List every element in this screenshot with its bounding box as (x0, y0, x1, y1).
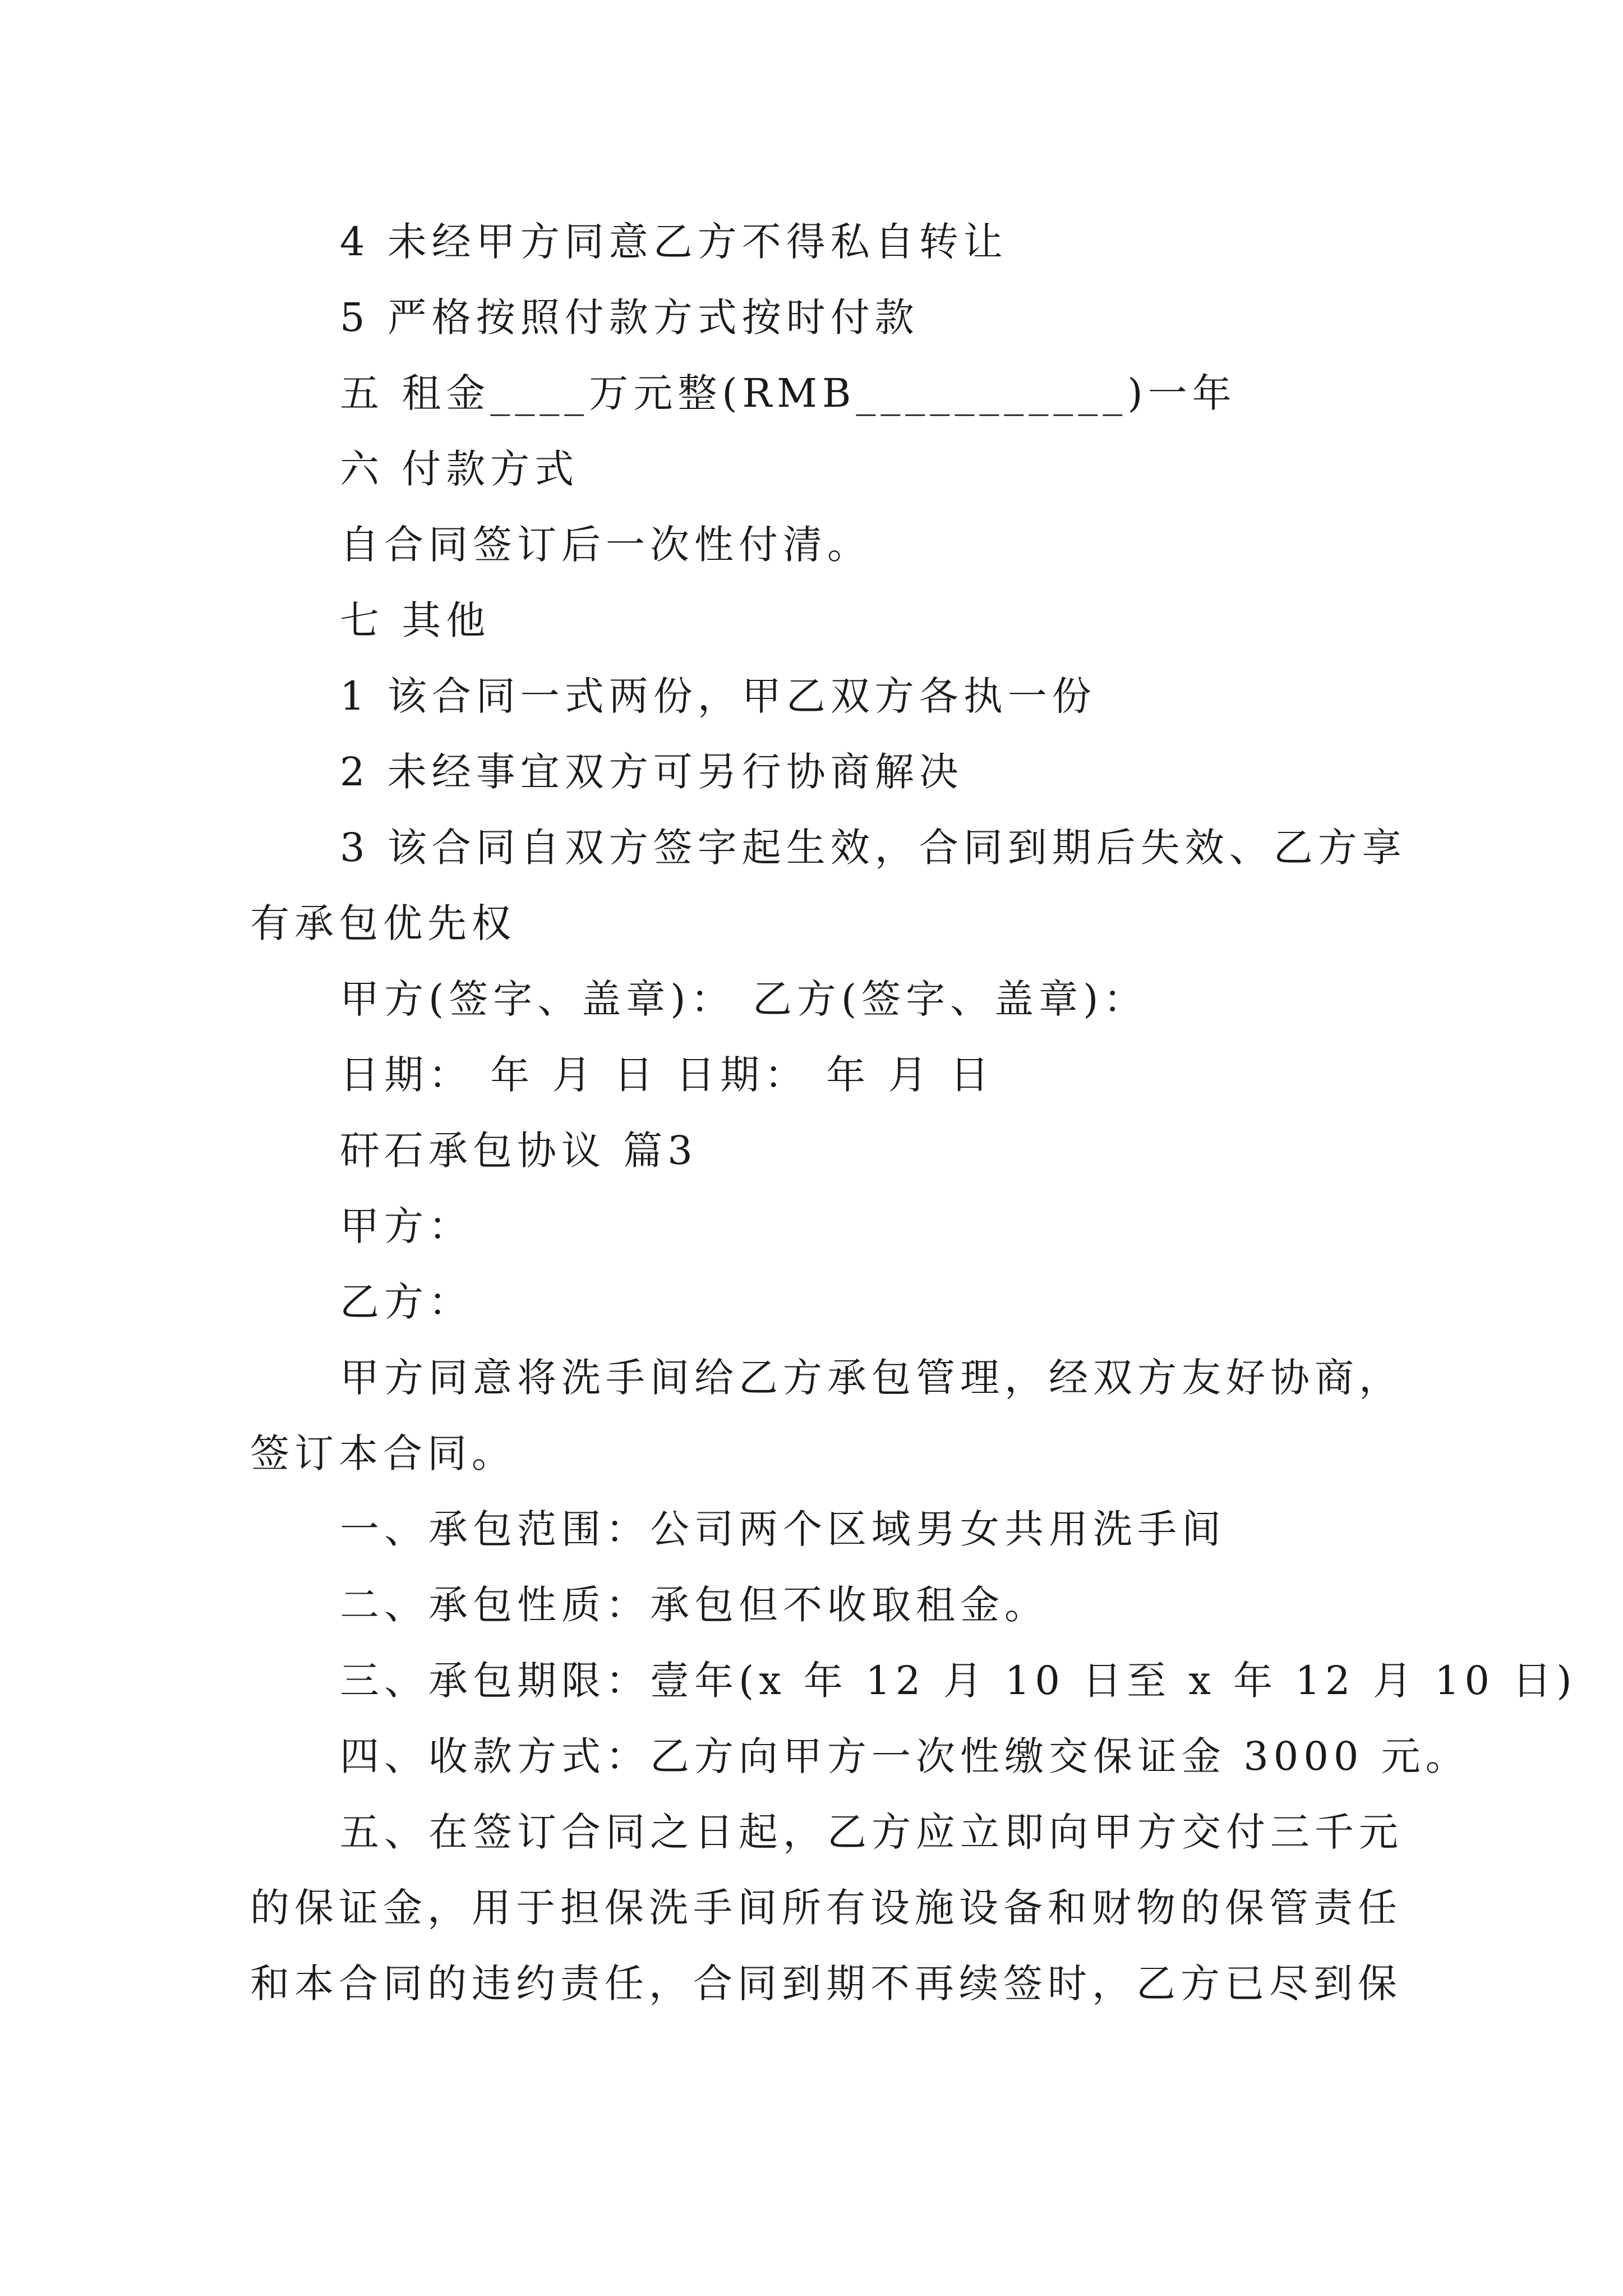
date-line: 日期： 年 月 日 日期： 年 月 日 (340, 1052, 994, 1098)
clause-line: 一、承包范围：公司两个区域男女共用洗手间 (340, 1506, 1226, 1552)
clause-line: 5 严格按照付款方式按时付款 (340, 295, 919, 341)
section-heading: 六 付款方式 (340, 446, 579, 492)
paragraph-line-continuation: 签订本合同。 (250, 1430, 516, 1476)
clause-line: 五、在签订合同之日起，乙方应立即向甲方交付三千元 (340, 1809, 1403, 1855)
clause-line-continuation: 和本合同的违约责任，合同到期不再续签时，乙方已尽到保 (250, 1961, 1402, 2007)
rent-line: 五 租金____万元整(RMB___________)一年 (340, 370, 1237, 416)
paragraph-line: 甲方同意将洗手间给乙方承包管理，经双方友好协商， (340, 1355, 1403, 1401)
party-a-line: 甲方： (340, 1203, 473, 1249)
clause-line: 2 未经事宜双方可另行协商解决 (340, 749, 963, 795)
party-b-line: 乙方： (340, 1279, 473, 1325)
section-heading: 七 其他 (340, 597, 491, 643)
clause-line: 3 该合同自双方签字起生效，合同到期后失效、乙方享 (340, 825, 1407, 871)
section-title: 矸石承包协议 篇3 (340, 1128, 698, 1174)
paragraph-line: 自合同签订后一次性付清。 (340, 522, 872, 568)
clause-line: 4 未经甲方同意乙方不得私自转让 (340, 219, 1008, 265)
clause-line-continuation: 的保证金，用于担保洗手间所有设施设备和财物的保管责任 (250, 1885, 1402, 1931)
clause-line-continuation: 有承包优先权 (250, 900, 516, 946)
clause-line: 二、承包性质：承包但不收取租金。 (340, 1582, 1049, 1628)
clause-line: 1 该合同一式两份，甲乙双方各执一份 (340, 673, 1096, 719)
signature-line: 甲方(签字、盖章)： 乙方(签字、盖章)： (340, 976, 1148, 1022)
clause-line: 四、收款方式：乙方向甲方一次性缴交保证金 3000 元。 (340, 1733, 1470, 1779)
clause-line: 三、承包期限：壹年(x 年 12 月 10 日至 x 年 12 月 10 日) (340, 1658, 1577, 1704)
